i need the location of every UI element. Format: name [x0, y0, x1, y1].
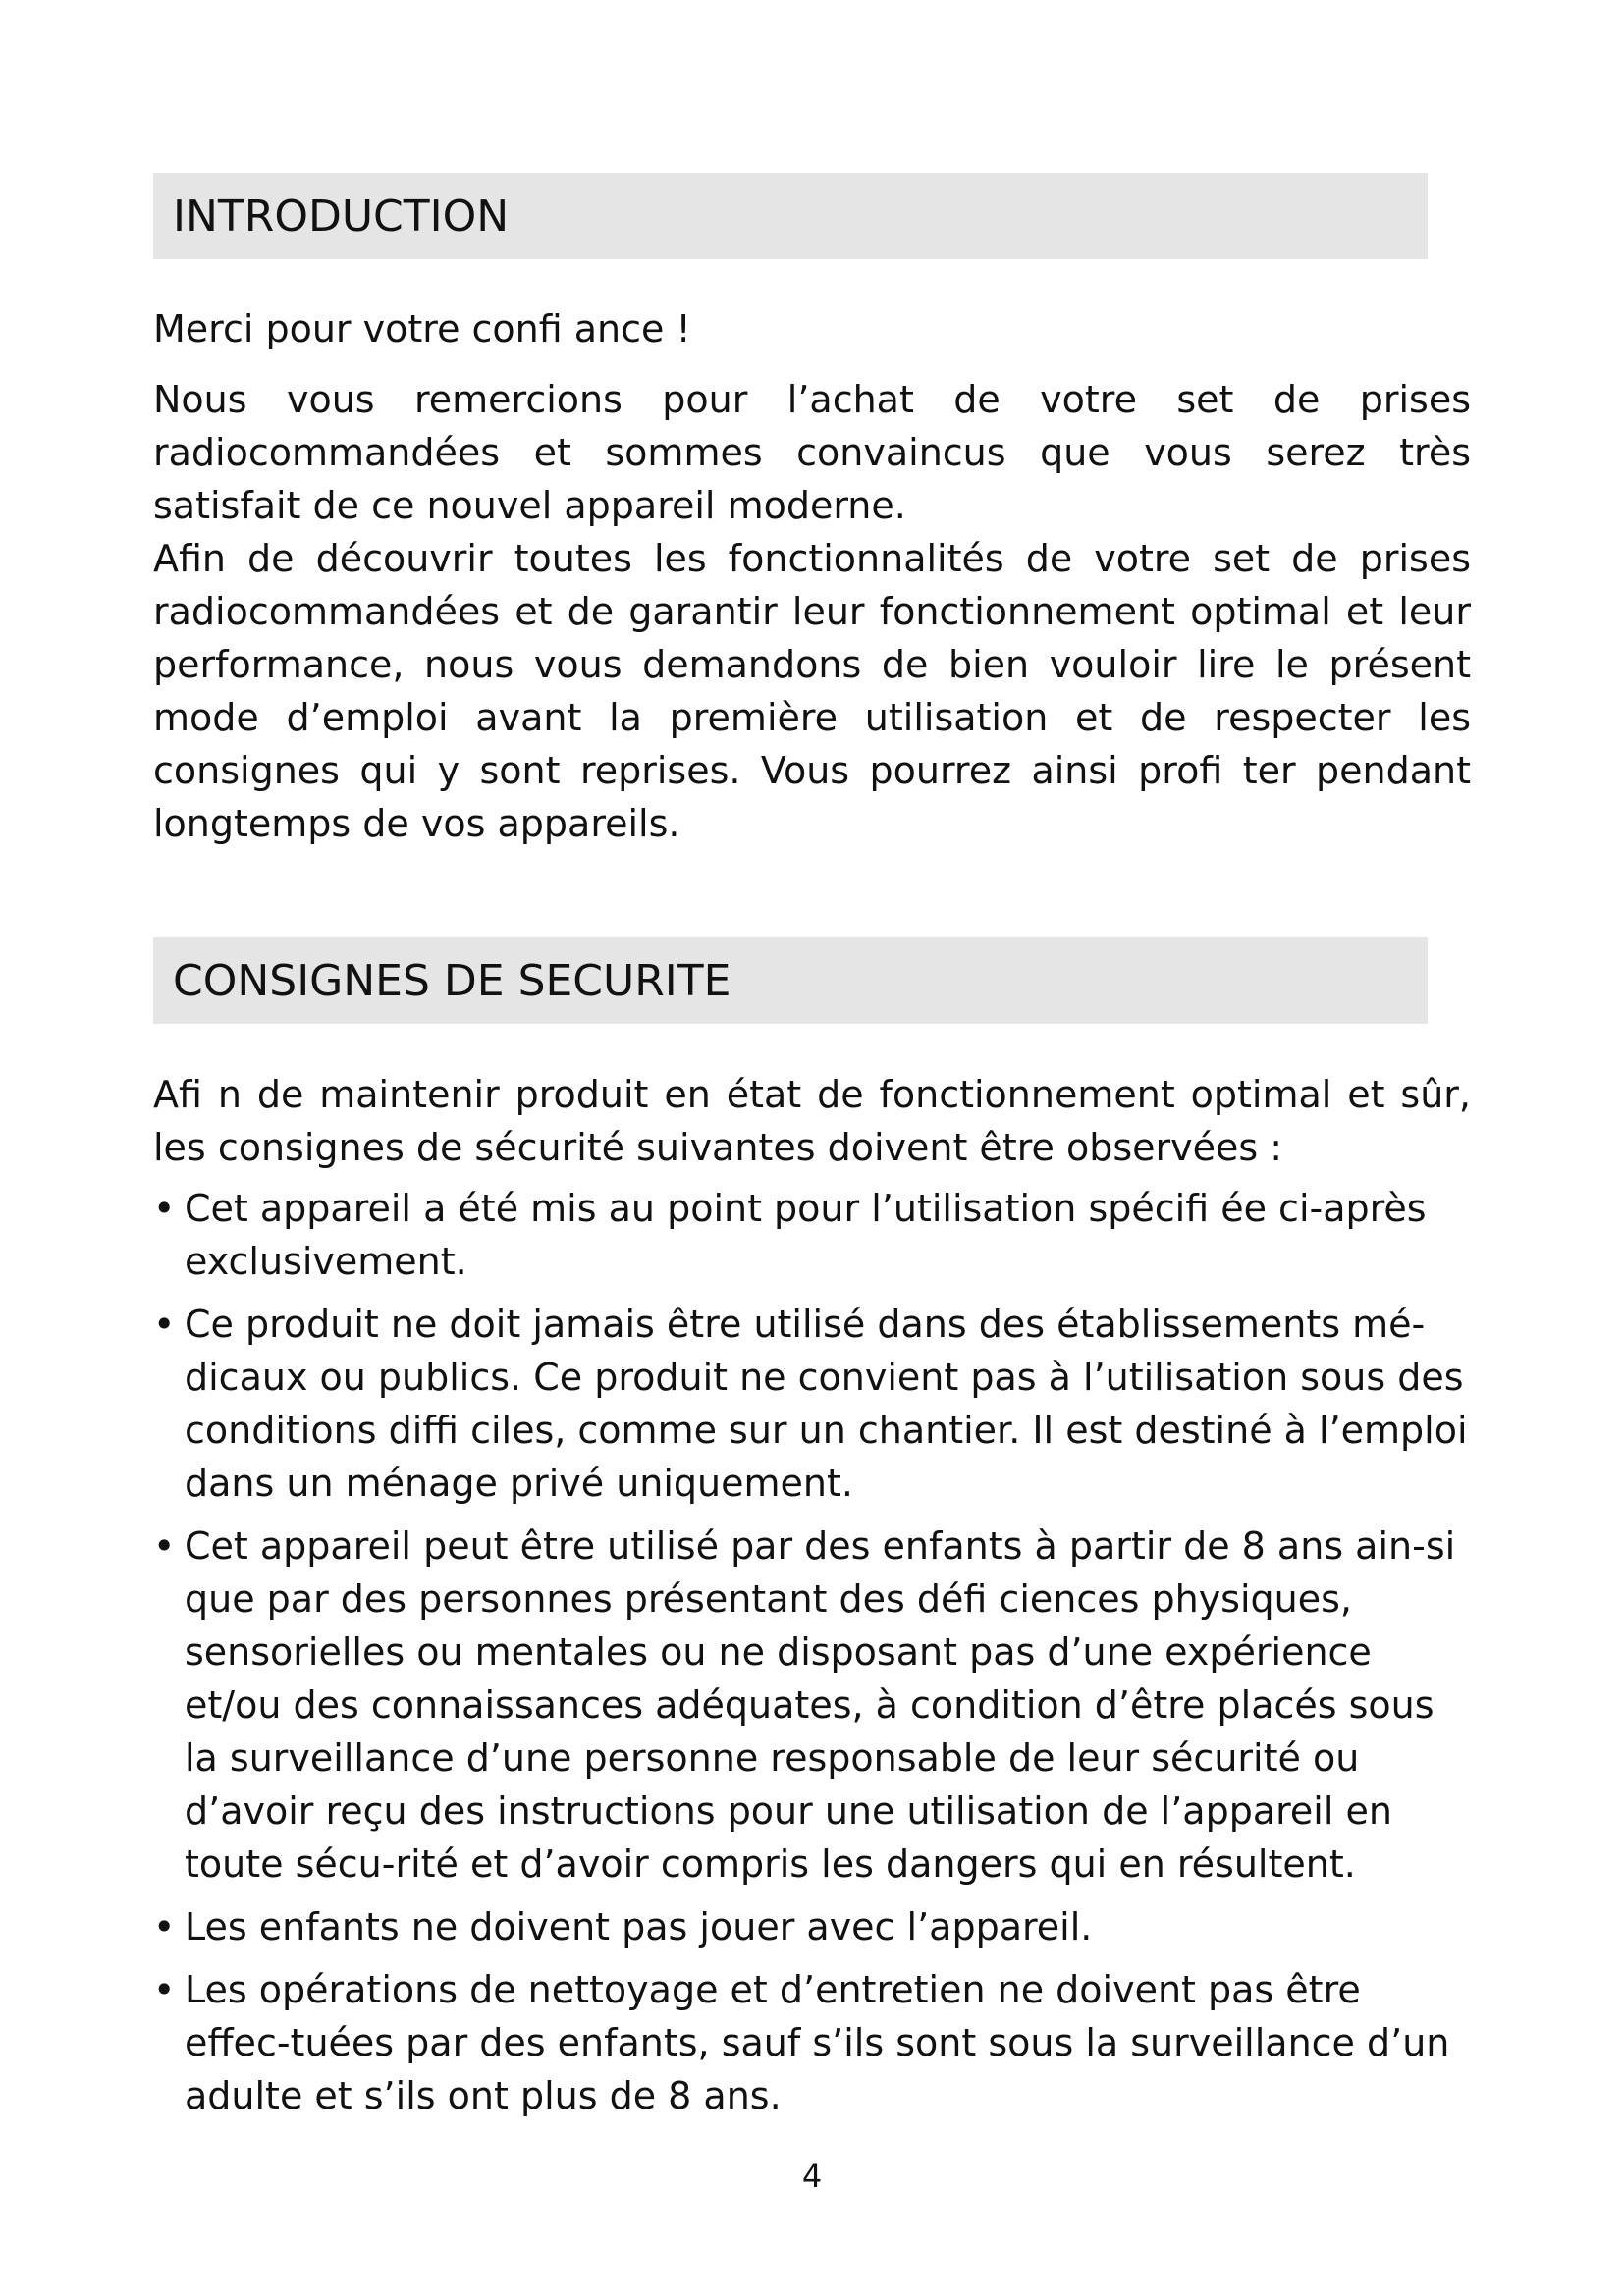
safety-item-text: Les enfants ne doivent pas jouer avec l’appareil. — [185, 1905, 1093, 1949]
safety-list — [153, 1182, 1471, 2122]
safety-heading: CONSIGNES DE SECURITE — [153, 937, 1428, 1024]
safety-item — [153, 1520, 1471, 1891]
safety-body — [153, 1068, 1471, 2132]
bullet-icon: • — [153, 1524, 176, 1568]
safety-item — [153, 1182, 1471, 1288]
safety-item-text: Les opérations de nettoyage et d’entretien ne doivent pas être effec-tuées par des enfants, sauf s’ils sont sous la surveillance d’un adulte et s’ils ont plus de 8 ans. — [185, 1968, 1450, 2117]
safety-item — [153, 1298, 1471, 1510]
page-number: 4 — [801, 2158, 823, 2195]
safety-item — [153, 1963, 1471, 2122]
bullet-icon: • — [153, 1187, 176, 1230]
introduction-body — [153, 302, 1471, 850]
bullet-icon: • — [153, 1905, 176, 1949]
introduction-heading: INTRODUCTION — [153, 173, 1428, 259]
safety-item-text: Cet appareil a été mis au point pour l’utilisation spécifi ée ci-après exclusivement. — [185, 1187, 1427, 1283]
bullet-icon: • — [153, 1303, 176, 1346]
safety-item-text: Cet appareil peut être utilisé par des enfants à partir de 8 ans ain-si que par des personnes présentant des défi ciences physiques, sensorielles ou mentales ou ne disposant pas d’une expérience et/ou des connaissances adéquates, à condition d’être placés sous la surveillance d’une personne responsable de leur sécurité ou d’avoir reçu des instructions pour une utilisation de l’appareil en toute sécu-rité et d’avoir compris les dangers qui en résultent. — [185, 1524, 1456, 1886]
thanks-line: Merci pour votre confi ance ! — [153, 307, 691, 350]
introduction-paragraph-2: Afin de découvrir toutes les fonctionnalités de votre set de prises radiocommandées et de garantir leur fonctionnement optimal et leur performance, nous vous demandons de bien vouloir lire le présent mode d’emploi avant la première utilisation et de respecter les consignes qui y sont reprises. Vous pourrez ainsi profi ter pendant longtemps de vos appareils. — [153, 537, 1471, 845]
safety-intro: Afi n de maintenir produit en état de fonctionnement optimal et sûr, les consignes de sécurité suivantes doivent être observées : — [153, 1073, 1471, 1169]
safety-item-text: Ce produit ne doit jamais être utilisé dans des établissements mé-dicaux ou publics. Ce produit ne convient pas à l’utilisation sous des conditions diffi ciles, comme sur un chantier. Il est destiné à l’emploi dans un ménage privé uniquement. — [185, 1303, 1468, 1505]
introduction-paragraph-1: Nous vous remercions pour l’achat de votre set de prises radiocommandées et sommes convaincus que vous serez très satisfait de ce nouvel appareil moderne. — [153, 378, 1471, 527]
bullet-icon: • — [153, 1968, 176, 2011]
safety-item — [153, 1900, 1471, 1953]
